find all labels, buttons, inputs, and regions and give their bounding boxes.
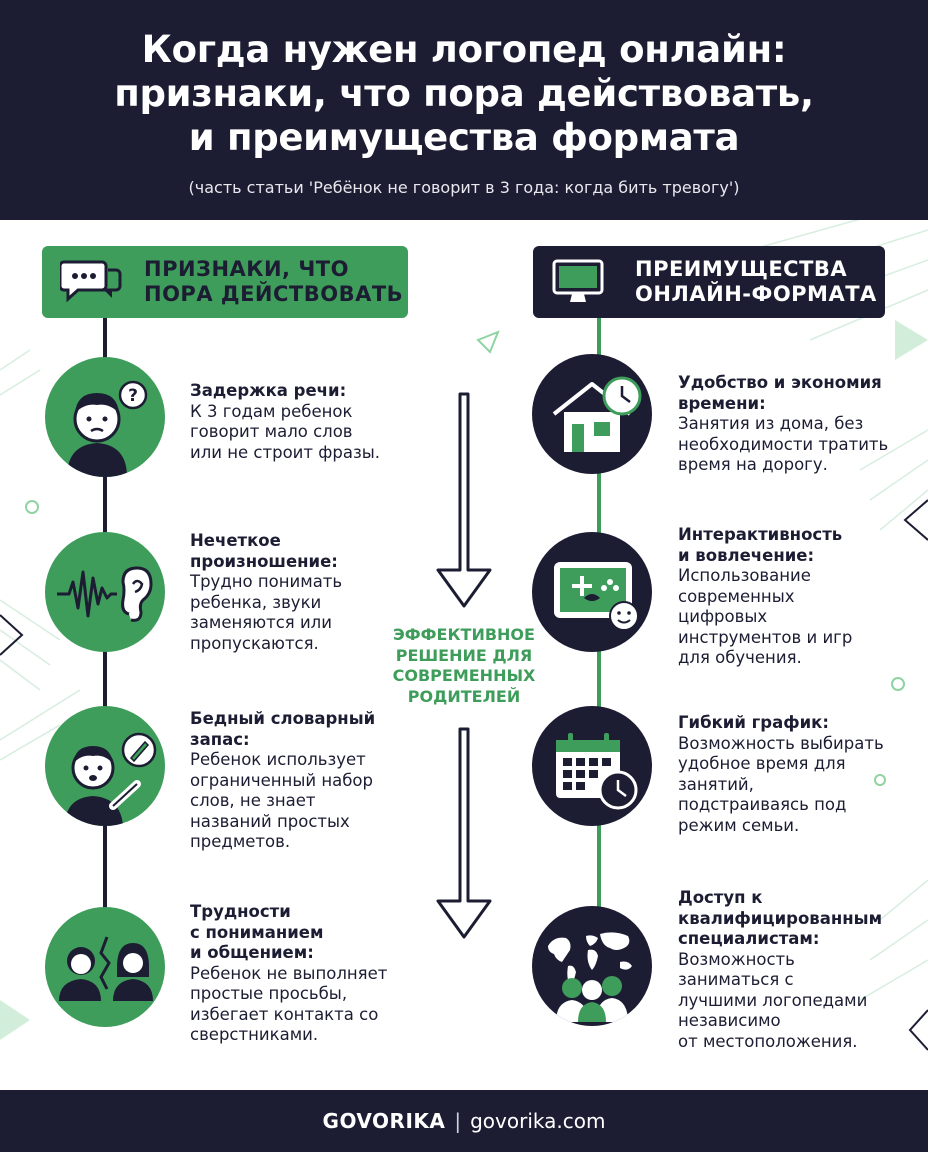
page-subtitle: (часть статьи 'Ребёнок не говорит в 3 года: когда бить тревогу') <box>188 178 740 197</box>
svg-text:?: ? <box>128 386 138 406</box>
left-item-text: К 3 годам ребенок <box>190 401 353 421</box>
right-item-text: инструментов и игр <box>678 627 853 647</box>
right-item-text: Занятия из дома, без <box>678 414 864 433</box>
child-pointing-icon <box>45 706 165 826</box>
confused-child-icon <box>45 357 165 477</box>
left-item-text: предметов. <box>190 832 291 851</box>
right-heading-label <box>635 257 877 307</box>
right-item-title: и вовлечение: <box>678 545 815 565</box>
right-item-title: Удобство и экономия <box>678 373 882 392</box>
right-item-text: Использование <box>678 566 811 585</box>
footer-url-link[interactable]: govorika.com <box>470 1109 606 1133</box>
right-item-text: современных <box>678 586 795 606</box>
left-item-text: избегает контакта со <box>190 1004 379 1024</box>
left-item-1 <box>190 381 400 463</box>
right-item-4 <box>678 888 918 1052</box>
center-text-line: РОДИТЕЛЕЙ <box>407 686 521 706</box>
right-item-2 <box>678 525 908 669</box>
right-item-text: необходимости тратить <box>678 434 889 454</box>
left-item-text: ограниченный набор <box>190 770 373 790</box>
header-banner <box>0 0 928 220</box>
right-item-title: Гибкий график: <box>678 713 829 732</box>
left-item-text: простые просьбы, <box>190 984 348 1003</box>
left-heading-label <box>144 257 403 307</box>
right-item-title: Интерактивность <box>678 525 843 544</box>
left-item-text: сверстниками. <box>190 1025 319 1044</box>
left-item-title: с пониманием <box>190 922 324 942</box>
world-specialists-icon <box>532 906 652 1026</box>
left-item-text: ребенка, звуки <box>190 592 322 612</box>
left-item-3 <box>190 709 410 853</box>
left-item-title: запас: <box>190 729 250 749</box>
left-item-title: произношение: <box>190 551 338 571</box>
center-text-line: РЕШЕНИЕ ДЛЯ <box>395 645 533 665</box>
left-heading-line: ПОРА ДЕЙСТВОВАТЬ <box>144 282 404 306</box>
right-item-text: для обучения. <box>678 648 802 667</box>
right-heading-line: ОНЛАЙН-ФОРМАТА <box>635 282 877 306</box>
right-item-text: подстраиваясь под <box>678 795 847 814</box>
left-item-text: или не строит фразы. <box>190 442 380 462</box>
left-item-title: Трудности <box>190 902 291 921</box>
right-item-title: Доступ к <box>678 888 763 907</box>
left-item-title: Задержка речи: <box>190 381 347 400</box>
left-item-2 <box>190 531 400 654</box>
left-item-title: Нечеткое <box>190 531 281 550</box>
right-item-text: удобное время для <box>678 754 846 773</box>
calendar-clock-icon <box>532 706 652 826</box>
left-item-text: пропускаются. <box>190 633 319 653</box>
footer <box>0 1090 928 1152</box>
tablet-game-icon <box>532 532 652 652</box>
right-item-3 <box>678 713 918 836</box>
right-item-title: квалифицированным <box>678 908 883 928</box>
left-item-text: названий простых <box>190 811 350 831</box>
right-item-text: лучшими логопедами <box>678 990 868 1010</box>
center-solution-text <box>385 625 543 707</box>
left-column-heading <box>42 246 408 318</box>
left-item-title: и общением: <box>190 943 314 962</box>
page-title-line-2: признаки, что пора действовать, <box>114 72 814 115</box>
page-title-line-1: Когда нужен логопед онлайн: <box>141 28 787 71</box>
broken-communication-icon <box>45 907 165 1027</box>
chat-bubbles-icon <box>60 258 126 306</box>
left-heading-line: ПРИЗНАКИ, ЧТО <box>144 257 349 281</box>
left-item-text: Трудно понимать <box>190 572 343 591</box>
page-title-line-3: и преимущества формата <box>188 116 740 159</box>
center-text-line: СОВРЕМЕННЫХ <box>392 666 536 685</box>
right-item-text: от местоположения. <box>678 1031 858 1051</box>
right-item-text: заниматься с <box>678 970 794 989</box>
right-item-text: время на дорогу. <box>678 455 828 474</box>
right-item-text: независимо <box>678 1011 781 1030</box>
right-item-title: времени: <box>678 393 766 413</box>
left-item-text: говорит мало слов <box>190 422 353 441</box>
footer-brand: GOVORIKA <box>322 1109 446 1133</box>
left-item-text: Ребенок использует <box>190 750 366 769</box>
right-item-text: занятий, <box>678 774 754 794</box>
house-clock-icon <box>532 354 652 474</box>
left-item-text: заменяются или <box>190 613 332 632</box>
monitor-icon <box>551 258 605 306</box>
footer-separator: | <box>454 1109 462 1133</box>
down-arrow-icon <box>432 392 496 610</box>
right-item-title: специалистам: <box>678 929 820 948</box>
soundwave-ear-icon <box>45 532 165 652</box>
left-item-text: слов, не знает <box>190 791 316 810</box>
right-item-text: цифровых <box>678 607 768 626</box>
right-item-text: Возможность <box>678 949 795 969</box>
down-arrow-icon-2 <box>432 727 496 941</box>
left-item-title: Бедный словарный <box>190 709 376 728</box>
right-column-heading <box>533 246 885 318</box>
left-item-4 <box>190 902 410 1046</box>
right-item-1 <box>678 373 918 476</box>
center-text-line: ЭФФЕКТИВНОЕ <box>393 625 535 644</box>
right-item-text: Возможность выбирать <box>678 733 884 753</box>
right-heading-line: ПРЕИМУЩЕСТВА <box>635 257 848 281</box>
right-item-text: режим семьи. <box>678 815 800 835</box>
left-item-text: Ребенок не выполняет <box>190 963 388 983</box>
